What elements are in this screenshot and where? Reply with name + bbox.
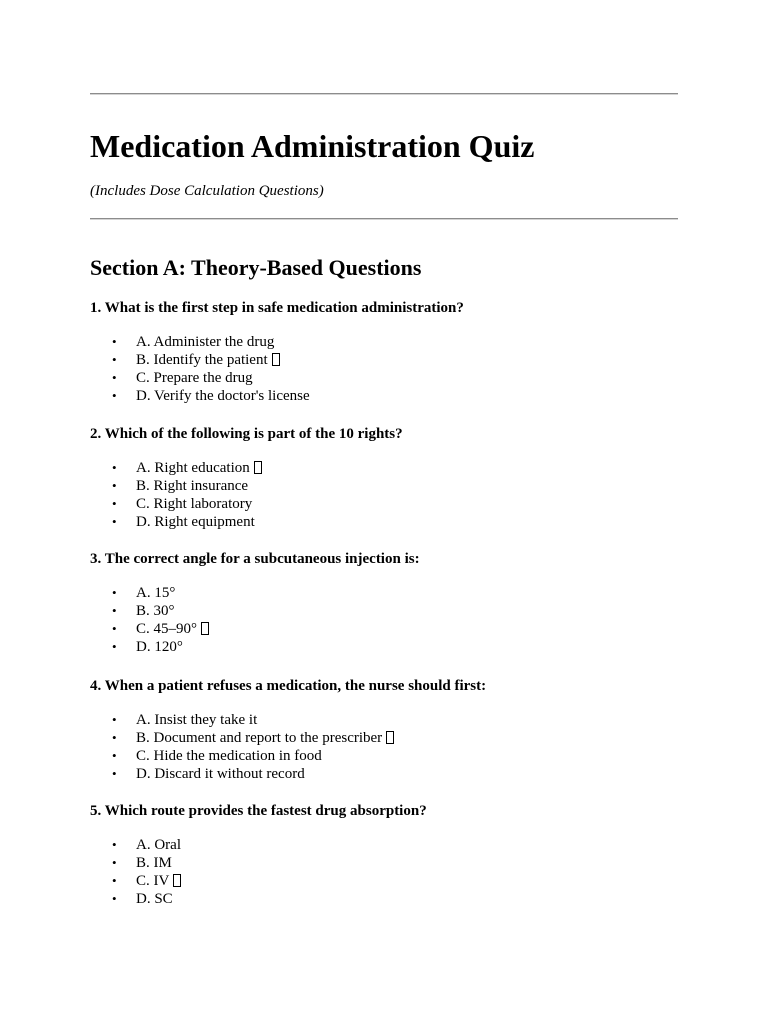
option-list [90, 711, 678, 783]
answer-mark-icon [272, 353, 280, 366]
question-text: 3. The correct angle for a subcutaneous injection is: [90, 551, 420, 567]
bullet-icon: • [112, 855, 117, 870]
option-item [90, 495, 678, 513]
option-item [90, 369, 678, 387]
option-label: A. Administer the drug [136, 334, 275, 350]
option-item [90, 747, 678, 765]
option-item [90, 477, 678, 495]
option-item [90, 459, 678, 477]
option-item [90, 890, 678, 908]
bullet-icon: • [112, 334, 117, 349]
bullet-icon: • [112, 514, 117, 529]
option-item [90, 836, 678, 854]
option-label: C. Prepare the drug [136, 370, 253, 386]
question-4 [90, 676, 678, 783]
option-list [90, 836, 678, 908]
section-title: Section A: Theory-Based Questions [90, 255, 422, 280]
option-item [90, 729, 678, 747]
bullet-icon: • [112, 766, 117, 781]
option-label: B. 30° [136, 603, 175, 619]
option-list [90, 333, 678, 405]
bullet-icon: • [112, 603, 117, 618]
option-label: C. Right laboratory [136, 496, 253, 512]
bullet-icon: • [112, 460, 117, 475]
bullet-icon: • [112, 370, 117, 385]
bullet-icon: • [112, 873, 117, 888]
question-5 [90, 801, 678, 908]
middle-divider [90, 218, 678, 220]
question-text: 5. Which route provides the fastest drug absorption? [90, 803, 427, 819]
question-text: 2. Which of the following is part of the 10 rights? [90, 426, 403, 442]
page-title: Medication Administration Quiz [90, 128, 535, 164]
answer-mark-icon [173, 874, 181, 887]
bullet-icon: • [112, 837, 117, 852]
option-label: A. Oral [136, 837, 181, 853]
option-label: D. SC [136, 891, 173, 907]
question-1 [90, 298, 678, 405]
bullet-icon: • [112, 730, 117, 745]
option-item [90, 513, 678, 531]
question-2 [90, 424, 678, 531]
bullet-icon: • [112, 352, 117, 367]
question-text: 4. When a patient refuses a medication, the nurse should first: [90, 678, 487, 694]
bullet-icon: • [112, 639, 117, 654]
option-label: C. Hide the medication in food [136, 748, 322, 764]
option-label: D. Right equipment [136, 514, 255, 530]
option-label: A. Right education [136, 460, 250, 476]
bullet-icon: • [112, 712, 117, 727]
option-label: B. Document and report to the prescriber [136, 730, 383, 746]
option-item [90, 765, 678, 783]
option-item [90, 602, 678, 620]
option-label: C. 45–90° [136, 621, 198, 637]
option-label: D. Verify the doctor's license [136, 388, 310, 404]
bullet-icon: • [112, 891, 117, 906]
option-item [90, 584, 678, 602]
option-item [90, 854, 678, 872]
question-text: 1. What is the first step in safe medication administration? [90, 300, 464, 316]
option-item [90, 872, 678, 890]
option-label: C. IV [136, 873, 170, 889]
option-item [90, 351, 678, 369]
answer-mark-icon [201, 622, 209, 635]
bullet-icon: • [112, 496, 117, 511]
bullet-icon: • [112, 388, 117, 403]
bullet-icon: • [112, 585, 117, 600]
option-item [90, 711, 678, 729]
bullet-icon: • [112, 478, 117, 493]
option-label: B. IM [136, 855, 172, 871]
page-subtitle: (Includes Dose Calculation Questions) [90, 183, 324, 199]
option-label: D. 120° [136, 639, 183, 655]
option-list [90, 459, 678, 531]
answer-mark-icon [254, 461, 262, 474]
option-item [90, 387, 678, 405]
option-list [90, 584, 678, 656]
option-label: A. 15° [136, 585, 176, 601]
option-label: B. Identify the patient [136, 352, 268, 368]
bullet-icon: • [112, 748, 117, 763]
option-label: A. Insist they take it [136, 712, 258, 728]
option-item [90, 333, 678, 351]
option-label: D. Discard it without record [136, 766, 305, 782]
answer-mark-icon [386, 731, 394, 744]
option-item [90, 638, 678, 656]
question-3 [90, 549, 678, 656]
bullet-icon: • [112, 621, 117, 636]
option-label: B. Right insurance [136, 478, 249, 494]
top-divider [90, 93, 678, 95]
option-item [90, 620, 678, 638]
